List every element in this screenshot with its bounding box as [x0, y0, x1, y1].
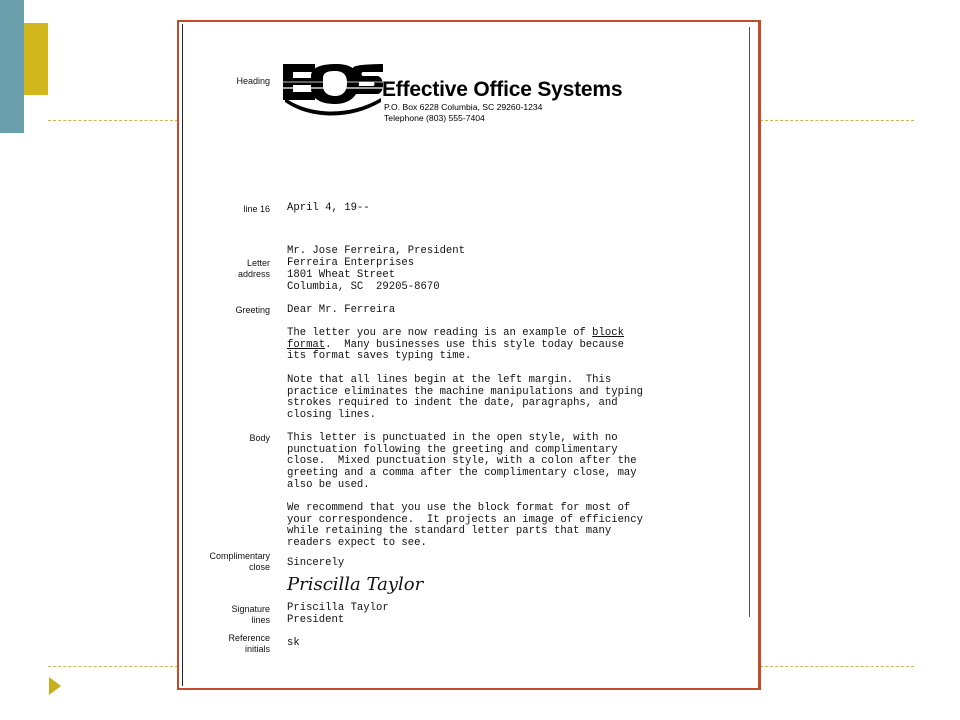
letter-page	[182, 24, 756, 686]
paragraph1-line2: format. Many businesses use this style today because	[287, 339, 624, 351]
divider-bottom-right	[760, 666, 914, 667]
label-signature-lines-1: Signature	[231, 604, 270, 614]
reference-initials: sk	[287, 637, 300, 649]
page-edge	[749, 27, 750, 617]
inside-address-line: Mr. Jose Ferreira, President	[287, 245, 466, 257]
paragraph2-line: Note that all lines begin at the left margin. This	[287, 374, 612, 386]
label-signature-lines-2: lines	[251, 615, 270, 625]
divider-top-left	[48, 120, 178, 121]
label-heading: Heading	[236, 76, 270, 86]
handwritten-signature: Priscilla Taylor	[287, 574, 424, 595]
letter-date: April 4, 19--	[287, 202, 370, 214]
letter-image	[177, 20, 761, 690]
paragraph2-line: closing lines.	[287, 409, 377, 421]
paragraph2-line: practice eliminates the machine manipulations and typing	[287, 386, 644, 398]
company-address: P.O. Box 6228 Columbia, SC 29260-1234	[384, 102, 543, 112]
paragraph3-line: close. Mixed punctuation style, with a colon after the	[287, 455, 637, 467]
label-date-line: line 16	[243, 204, 270, 214]
paragraph4-line: readers expect to see.	[287, 537, 427, 549]
label-body: Body	[249, 433, 270, 443]
company-logo-icon	[281, 62, 385, 116]
inside-address-line: Ferreira Enterprises	[287, 257, 415, 269]
paragraph4-line: your correspondence. It projects an image of efficiency	[287, 514, 644, 526]
paragraph3-line: punctuation following the greeting and complimentary	[287, 444, 618, 456]
greeting: Dear Mr. Ferreira	[287, 304, 396, 316]
inside-address-line: Columbia, SC 29205-8670	[287, 281, 440, 293]
divider-top-right	[760, 120, 914, 121]
paragraph1-line3: its format saves typing time.	[287, 350, 472, 362]
label-letter-address-2: address	[237, 269, 270, 279]
company-name: Effective Office Systems	[382, 78, 623, 101]
paragraph3-line: greeting and a comma after the complimentary close, may	[287, 467, 637, 479]
decorative-gold-bar	[24, 23, 48, 95]
paragraph4-line: while retaining the standard letter parts that many	[287, 525, 612, 537]
label-greeting: Greeting	[235, 305, 270, 315]
label-complimentary-close-2: close	[248, 562, 270, 572]
divider-bottom-left	[48, 666, 178, 667]
inside-address-line: 1801 Wheat Street	[287, 269, 396, 281]
paragraph1-line1: The letter you are now reading is an example of block	[287, 327, 624, 339]
company-phone: Telephone (803) 555-7404	[384, 113, 485, 123]
bullet-arrow-icon	[49, 677, 61, 695]
signer-name: Priscilla Taylor	[287, 602, 389, 614]
decorative-teal-bar	[0, 0, 24, 133]
paragraph3-line: This letter is punctuated in the open style, with no	[287, 432, 618, 444]
signer-title: President	[287, 614, 345, 626]
complimentary-close: Sincerely	[287, 557, 345, 569]
label-complimentary-close-1: Complimentary	[209, 551, 270, 561]
label-letter-address-1: Letter	[246, 258, 270, 268]
label-reference-initials-1: Reference	[228, 633, 270, 643]
label-reference-initials-2: initials	[244, 644, 270, 654]
paragraph4-line: We recommend that you use the block format for most of	[287, 502, 631, 514]
paragraph2-line: strokes required to indent the date, paragraphs, and	[287, 397, 618, 409]
paragraph3-line: also be used.	[287, 479, 370, 491]
